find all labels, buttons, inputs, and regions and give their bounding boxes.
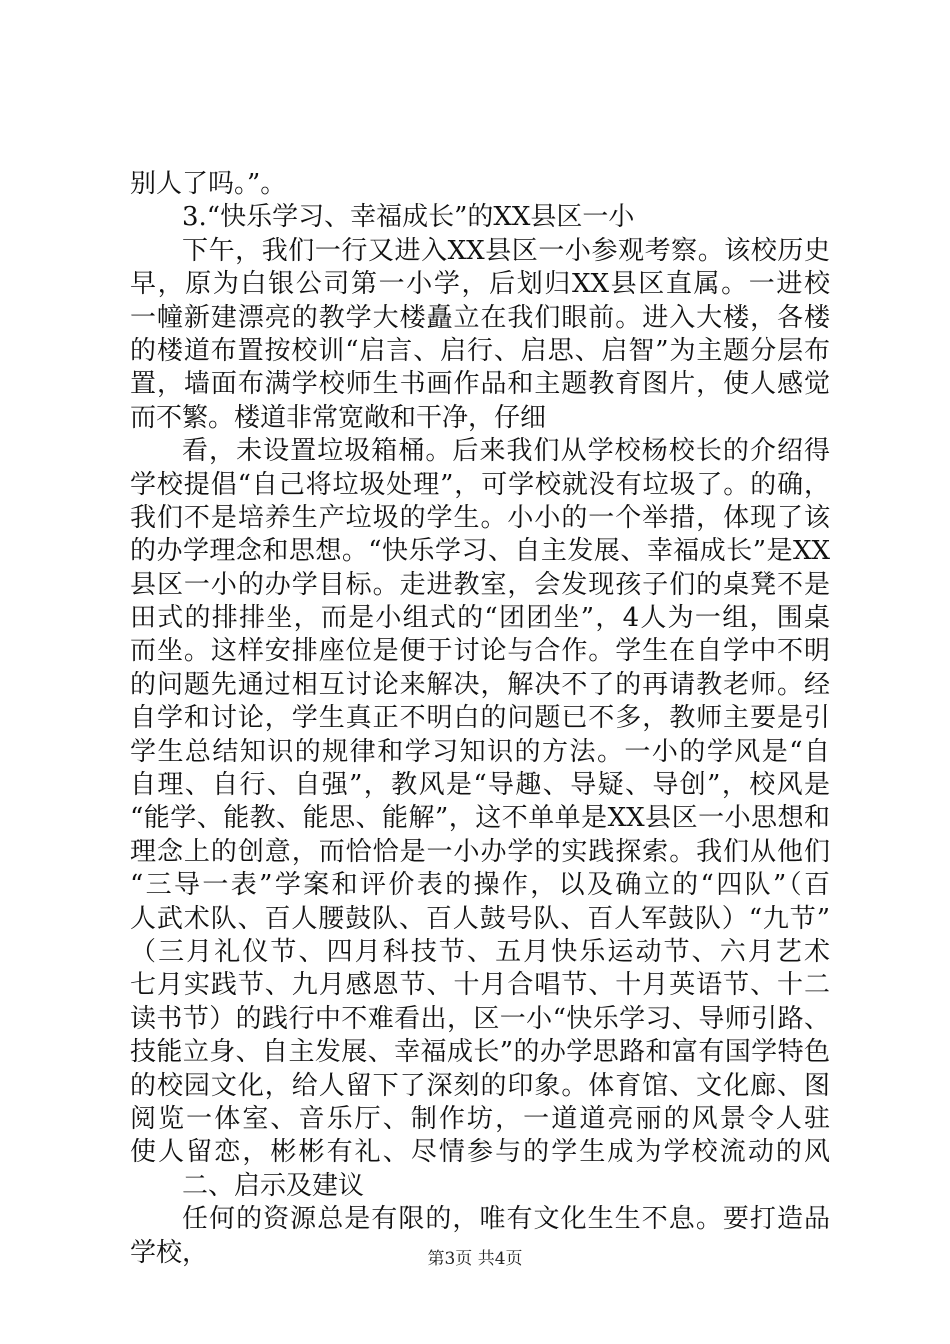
document-body: [130, 168, 830, 1270]
text-line: 人武术队、百人腰鼓队、百人鼓号队、百人军鼓队）“九节”: [130, 903, 830, 934]
text-line: 田式的排排坐，而是小组式的“团团坐”，4人为一组，围桌: [130, 603, 830, 634]
text-line: 读书节）的践行中不难看出，区一小“快乐学习、导师引路、: [130, 1003, 830, 1034]
text-line: 的楼道布置按校训“启言、启行、启思、启智”为主题分层布: [130, 335, 830, 366]
text-line: 使人留恋，彬彬有礼、尽情参与的学生成为学校流动的风: [130, 1137, 830, 1168]
text-line: “三导一表”学案和评价表的操作，以及确立的“四队”（百: [130, 870, 830, 901]
text-line: 下午，我们一行又进入XX县区一小参观考察。该校历史: [182, 235, 830, 266]
text-line: （三月礼仪节、四月科技节、五月快乐运动节、六月艺术: [130, 936, 830, 967]
text-line: 自理、自行、自强”，教风是“导趣、导疑、导创”，校风是: [130, 770, 830, 801]
text-line: 县区一小的办学目标。走进教室，会发现孩子们的桌凳不是: [130, 569, 830, 600]
text-line: 别人了吗。”。: [130, 169, 287, 199]
text-line: 的校园文化，给人留下了深刻的印象。体育馆、文化廊、图: [130, 1070, 830, 1101]
text-line: 阅览一体室、音乐厅、制作坊，一道道亮丽的风景令人驻: [130, 1103, 830, 1134]
page-number-footer: 第3页 共4页: [427, 1249, 523, 1269]
text-line: 自学和讨论，学生真正不明白的问题已不多，教师主要是引: [130, 703, 830, 734]
text-line: 我们不是培养生产垃圾的学生。小小的一个举措，体现了该: [130, 502, 830, 533]
text-line: 理念上的创意，而恰恰是一小办学的实践探索。我们从他们: [130, 836, 830, 867]
text-line: 早，原为白银公司第一小学，后划归XX县区直属。一进校: [130, 269, 830, 300]
text-line: 学校提倡“自己将垃圾处理”，可学校就没有垃圾了。的确，: [130, 469, 830, 500]
text-line: 七月实践节、九月感恩节、十月合唱节、十月英语节、十二: [130, 970, 830, 1001]
text-line: 而不繁。楼道非常宽敞和干净，仔细: [130, 402, 547, 433]
text-line: 一幢新建漂亮的教学大楼矗立在我们眼前。进入大楼，各楼: [130, 302, 830, 333]
text-line: 学校，: [130, 1237, 209, 1268]
text-line: “能学、能教、能思、能解”，这不单单是XX县区一小思想和: [130, 803, 830, 834]
section-heading: 3.“快乐学习、幸福成长”的XX县区一小: [182, 202, 635, 233]
section-heading: 二、启示及建议: [182, 1170, 365, 1201]
text-line: 学生总结知识的规律和学习知识的方法。一小的学风是“自: [130, 736, 830, 767]
text-line: 置，墙面布满学校师生书画作品和主题教育图片，使人感觉: [130, 369, 830, 400]
text-line: 的问题先通过相互讨论来解决，解决不了的再请教老师。经: [130, 669, 830, 700]
text-line: 而坐。这样安排座位是便于讨论与合作。学生在自学中不明: [130, 636, 830, 667]
text-line: 任何的资源总是有限的，唯有文化生生不息。要打造品: [182, 1204, 830, 1235]
text-line: 的办学理念和思想。“快乐学习、自主发展、幸福成长”是XX: [130, 536, 830, 567]
text-line: 技能立身、自主发展、幸福成长”的办学思路和富有国学特色: [130, 1037, 830, 1068]
text-line: 看，未设置垃圾箱桶。后来我们从学校杨校长的介绍得: [182, 436, 830, 467]
